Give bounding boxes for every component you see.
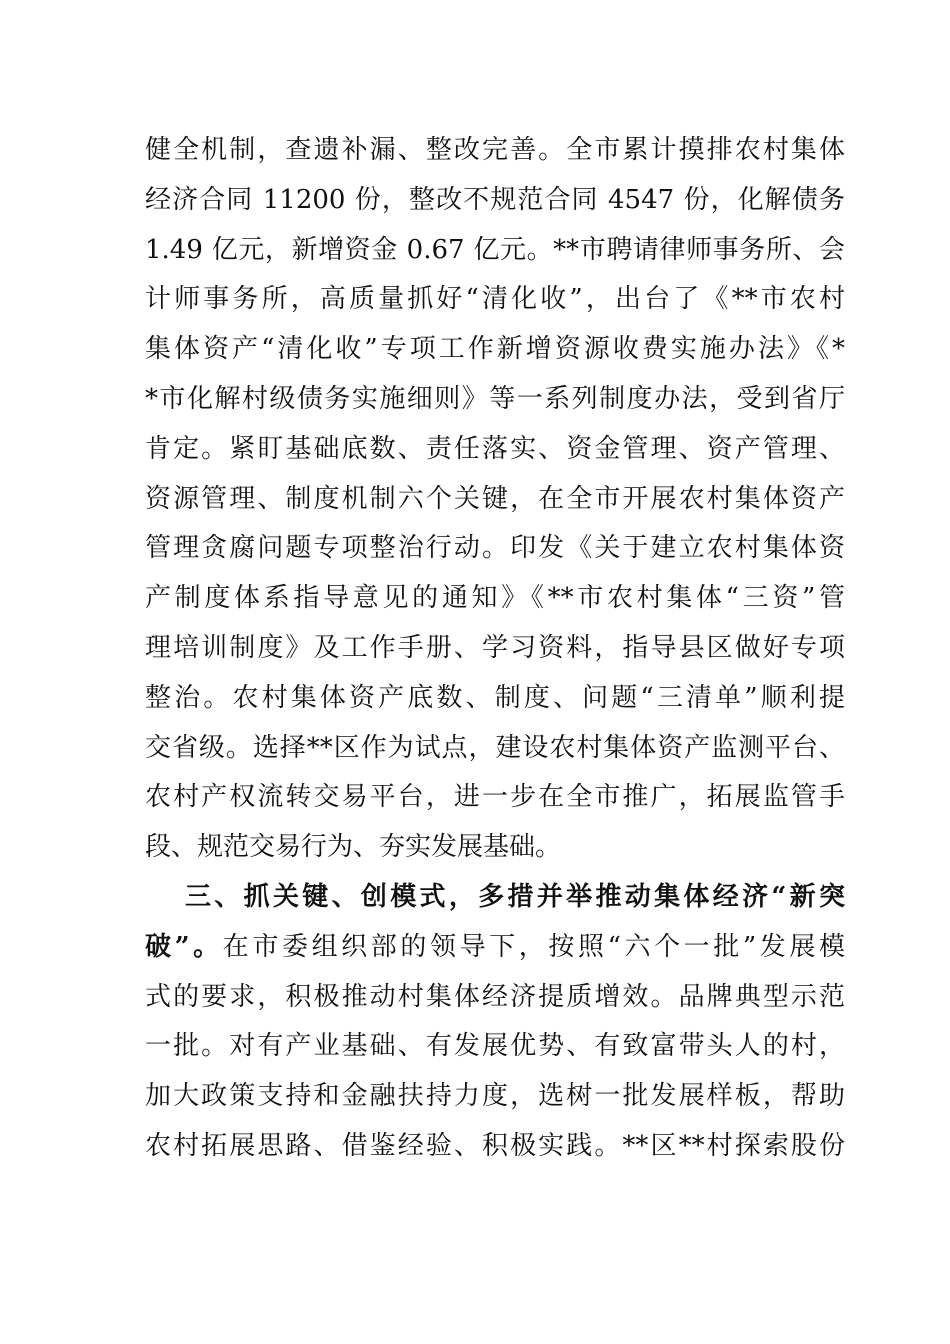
paragraph-line: 经济合同 11200 份，整改不规范合同 4547 份，化解债务 xyxy=(145,184,845,215)
paragraph-line: 理培训制度》及工作手册、学习资料，指导县区做好专项 xyxy=(145,632,845,663)
paragraph-line xyxy=(145,923,845,973)
paragraph-text: 在市委组织部的领导下，按照“六个一批”发展模 xyxy=(222,931,845,962)
paragraph-line: 加大政策支持和金融扶持力度，选树一批发展样板，帮助 xyxy=(145,1081,845,1112)
paragraph-line: 式的要求，积极推动村集体经济提质增效。品牌典型示范 xyxy=(145,981,845,1012)
paragraph-line: 计师事务所，高质量抓好“清化收”，出台了《**市农村 xyxy=(145,284,845,315)
paragraph-line: 健全机制，查遗补漏、整改完善。全市累计摸排农村集体 xyxy=(145,135,845,165)
paragraph-line: 资源管理、制度机制六个关键，在全市开展农村集体资产 xyxy=(145,483,845,514)
paragraph-line: 整治。农村集体资产底数、制度、问题“三清单”顺利提 xyxy=(145,682,845,713)
section-heading-end: 破”。 xyxy=(145,931,223,962)
paragraph-line: 交省级。选择**区作为试点，建设农村集体资产监测平台、 xyxy=(145,732,845,763)
paragraph-line: 1.49 亿元，新增资金 0.67 亿元。**市聘请律师事务所、会 xyxy=(145,234,845,265)
document-body xyxy=(145,126,845,1172)
paragraph-line: 一批。对有产业基础、有发展优势、有致富带头人的村， xyxy=(145,1031,845,1062)
section-heading: 三、抓关键、创模式，多措并举推动集体经济“新突 xyxy=(185,881,845,912)
paragraph-line: 产制度体系指导意见的通知》《**市农村集体“三资”管 xyxy=(145,583,845,614)
paragraph-line: 农村产权流转交易平台，进一步在全市推广，拓展监管手 xyxy=(145,782,845,813)
paragraph-line: 肯定。紧盯基础底数、责任落实、资金管理、资产管理、 xyxy=(145,433,845,464)
paragraph-line: 集体资产“清化收”专项工作新增资源收费实施办法》《* xyxy=(145,334,845,365)
paragraph-line: 段、规范交易行为、夯实发展基础。 xyxy=(145,832,562,863)
paragraph-line: 农村拓展思路、借鉴经验、积极实践。**区**村探索股份 xyxy=(145,1130,845,1161)
paragraph-line: 管理贪腐问题专项整治行动。印发《关于建立农村集体资 xyxy=(145,533,845,564)
paragraph-line: *市化解村级债务实施细则》等一系列制度办法，受到省厅 xyxy=(145,383,845,414)
